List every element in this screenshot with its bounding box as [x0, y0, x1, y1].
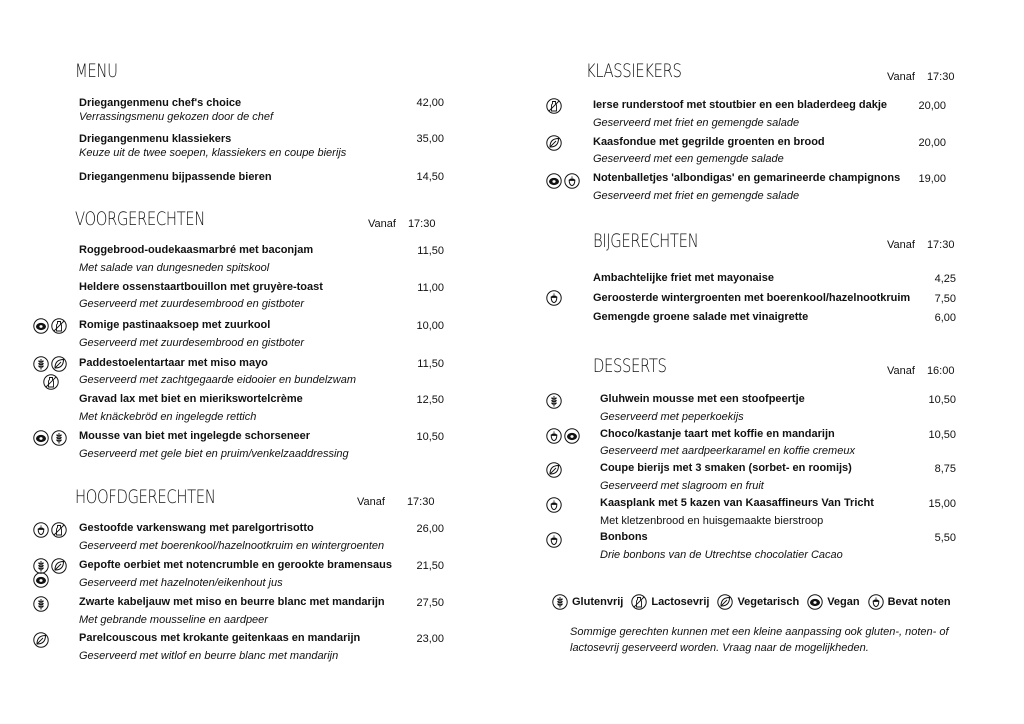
dish-price: 10,50: [928, 429, 956, 441]
dish-icons: [33, 356, 67, 372]
legend-item-vegan: [807, 594, 859, 610]
section-title-bijgerechten: BIJGERECHTEN: [593, 230, 699, 252]
wheat-icon: [33, 596, 49, 612]
dish-description: Drie bonbons van de Utrechtse chocolatier Cacao: [600, 549, 843, 561]
served-from: [368, 218, 435, 230]
acorn-icon: [546, 532, 562, 548]
avocado-icon: [33, 318, 49, 334]
acorn-icon: [546, 428, 562, 444]
dish-description: Geserveerd met slagroom en fruit: [600, 480, 764, 492]
dish-price: 14,50: [416, 171, 444, 183]
served-from-label: Vanaf: [357, 496, 385, 508]
leaf-icon: [546, 462, 562, 478]
dish-price: 20,00: [918, 137, 946, 149]
dish-price: 26,00: [416, 523, 444, 535]
wheat-icon: [33, 356, 49, 372]
dish-icons: [546, 497, 562, 513]
section-title-hoofdgerechten: HOOFDGERECHTEN: [75, 486, 216, 508]
leaf-icon: [51, 356, 67, 372]
dish-name: Gestoofde varkenswang met parelgortrisotto: [79, 522, 314, 534]
dish-name: Bonbons: [600, 531, 648, 543]
avocado-icon: [546, 173, 562, 189]
dish-name: Romige pastinaaksoep met zuurkool: [79, 319, 271, 331]
dish-price: 11,50: [417, 245, 444, 257]
served-from-label: Vanaf: [368, 218, 396, 230]
served-from: [887, 239, 954, 251]
dish-icons: [546, 290, 562, 306]
served-from-time: 17:30: [406, 496, 435, 508]
dish-price: 4,25: [934, 273, 956, 285]
legend-label: Lactosevrij: [651, 596, 710, 608]
served-from-time: 17:30: [926, 71, 955, 83]
dish-price: 19,00: [918, 173, 946, 185]
legend-item-vegetarisch: [717, 594, 799, 610]
dish-name: Geroosterde wintergroenten met boerenkool/hazelnootkruim: [593, 292, 911, 304]
milk-bottle-icon: [631, 594, 647, 610]
dish-name: Choco/kastanje taart met koffie en mandarijn: [600, 428, 835, 440]
dish-icons: [546, 135, 562, 151]
avocado-icon: [807, 594, 823, 610]
dish-description: Met kletzenbrood en huisgemaakte bierstroop: [600, 515, 824, 527]
acorn-icon: [546, 290, 562, 306]
milk-bottle-icon: [546, 98, 562, 114]
dish-name: Gluhwein mousse met een stoofpeertje: [600, 393, 805, 405]
dish-description: Geserveerd met friet en gemengde salade: [593, 190, 800, 202]
acorn-icon: [546, 497, 562, 513]
dish-icons: [33, 632, 49, 648]
dish-description: Geserveerd met boerenkool/hazelnootkruim en wintergroenten: [79, 540, 385, 552]
dish-icons: [43, 374, 59, 390]
dish-description: Geserveerd met hazelnoten/eikenhout jus: [79, 577, 283, 589]
dish-description: Verrassingsmenu gekozen door de chef: [79, 111, 274, 123]
dish-name: Gepofte oerbiet met notencrumble en gerookte bramensaus: [79, 559, 392, 571]
milk-bottle-icon: [51, 522, 67, 538]
dish-price: 7,50: [934, 293, 956, 305]
dish-price: 10,00: [416, 320, 444, 332]
dish-price: 23,00: [416, 633, 444, 645]
dish-icons: [546, 532, 562, 548]
legend-label: Vegan: [827, 596, 860, 608]
avocado-icon: [564, 428, 580, 444]
allergen-legend: [552, 594, 959, 610]
wheat-icon: [546, 393, 562, 409]
dish-name: Kaasplank met 5 kazen van Kaasaffineurs Van Tricht: [600, 497, 874, 509]
dish-icons: [546, 462, 562, 478]
served-from-label: Vanaf: [887, 71, 915, 83]
served-from: [887, 365, 954, 377]
dish-description: Keuze uit de twee soepen, klassiekers en coupe bierijs: [79, 147, 347, 159]
dish-name: Kaasfondue met gegrilde groenten en brood: [593, 136, 825, 148]
dish-name: Roggebrood-oudekaasmarbré met baconjam: [79, 244, 314, 256]
dish-price: 21,50: [416, 560, 444, 572]
dish-description: Geserveerd met witlof en beurre blanc met mandarijn: [79, 650, 339, 662]
dish-icons: [33, 430, 67, 446]
legend-label: Glutenvrij: [572, 596, 624, 608]
dish-description: Geserveerd met aardpeerkaramel en koffie cremeux: [600, 445, 855, 457]
dish-price: 11,00: [417, 282, 444, 294]
dish-name: Zwarte kabeljauw met miso en beurre blanc met mandarijn: [79, 596, 385, 608]
milk-bottle-icon: [43, 374, 59, 390]
dish-icons: [546, 98, 562, 114]
avocado-icon: [33, 430, 49, 446]
dish-price: 12,50: [416, 394, 444, 406]
dish-price: 27,50: [416, 597, 444, 609]
dish-icons: [33, 318, 67, 334]
served-from: [357, 496, 434, 508]
dish-description: Geserveerd met peperkoekijs: [600, 411, 744, 423]
dish-price: 10,50: [416, 431, 444, 443]
dish-price: 11,50: [417, 358, 444, 370]
avocado-icon: [33, 572, 49, 588]
section-title-menu: MENU: [75, 60, 118, 82]
dish-description: Met salade van dungesneden spitskool: [79, 262, 270, 274]
dish-description: Geserveerd met friet en gemengde salade: [593, 117, 800, 129]
dish-name: Notenballetjes 'albondigas' en gemarineerde champignons: [593, 172, 901, 184]
wheat-icon: [552, 594, 568, 610]
dish-icons: [546, 428, 580, 444]
served-from-label: Vanaf: [887, 365, 915, 377]
section-title-desserts: DESSERTS: [593, 355, 667, 377]
dish-description: Geserveerd met zachtgegaarde eidooier en bundelzwam: [79, 374, 356, 386]
dish-icons: [546, 173, 580, 189]
dish-description: Geserveerd met gele biet en pruim/venkelzaaddressing: [79, 448, 349, 460]
dish-icons: [546, 393, 562, 409]
dish-name: Mousse van biet met ingelegde schorseneer: [79, 430, 311, 442]
dish-name: Ierse runderstoof met stoutbier en een bladerdeeg dakje: [593, 99, 888, 111]
acorn-icon: [564, 173, 580, 189]
dish-name: Parelcouscous met krokante geitenkaas en mandarijn: [79, 632, 361, 644]
allergen-note: Sommige gerechten kunnen met een kleine aanpassing ook gluten-, noten- of lactosevrij geserveerd worden. Vraag naar de mogelijkheden.: [570, 626, 949, 654]
served-from-time: 17:30: [407, 218, 436, 230]
legend-item-lactosevrij: [631, 594, 709, 610]
dish-price: 42,00: [416, 97, 444, 109]
dish-icons: [33, 572, 49, 588]
leaf-icon: [51, 558, 67, 574]
served-from: [887, 71, 954, 83]
dish-price: 15,00: [928, 498, 956, 510]
dish-icons: [33, 522, 67, 538]
dish-price: 8,75: [934, 463, 956, 475]
leaf-icon: [546, 135, 562, 151]
acorn-icon: [33, 522, 49, 538]
dish-description: Geserveerd met zuurdesembrood en gistboter: [79, 337, 305, 349]
dish-name: Ambachtelijke friet met mayonaise: [593, 272, 774, 284]
legend-item-noten: [868, 594, 951, 610]
dish-description: Met knäckebröd en ingelegde rettich: [79, 411, 257, 423]
leaf-icon: [717, 594, 733, 610]
legend-label: Vegetarisch: [737, 596, 800, 608]
legend-label: Bevat noten: [887, 596, 951, 608]
section-title-klassiekers: KLASSIEKERS: [586, 60, 682, 82]
dish-price: 5,50: [934, 532, 956, 544]
dish-price: 20,00: [918, 100, 946, 112]
served-from-label: Vanaf: [887, 239, 915, 251]
dish-description: Geserveerd met een gemengde salade: [593, 153, 784, 165]
wheat-icon: [51, 430, 67, 446]
milk-bottle-icon: [51, 318, 67, 334]
dish-name: Driegangenmenu bijpassende bieren: [79, 171, 272, 183]
dish-name: Gemengde groene salade met vinaigrette: [593, 311, 809, 323]
dish-name: Driegangenmenu klassiekers: [79, 133, 232, 145]
legend-item-glutenvrij: [552, 594, 623, 610]
dish-name: Driegangenmenu chef's choice: [79, 97, 242, 109]
served-from-time: 16:00: [926, 365, 955, 377]
dish-name: Gravad lax met biet en mierikswortelcrème: [79, 393, 303, 405]
leaf-icon: [33, 632, 49, 648]
dish-icons: [33, 596, 49, 612]
dish-name: Heldere ossenstaartbouillon met gruyère-toast: [79, 281, 323, 293]
section-title-voorgerechten: VOORGERECHTEN: [75, 208, 205, 230]
served-from-time: 17:30: [926, 239, 955, 251]
acorn-icon: [868, 594, 884, 610]
dish-price: 6,00: [934, 312, 956, 324]
dish-price: 35,00: [416, 133, 444, 145]
dish-description: Met gebrande mousseline en aardpeer: [79, 614, 268, 626]
dish-name: Paddestoelentartaar met miso mayo: [79, 357, 268, 369]
dish-name: Coupe bierijs met 3 smaken (sorbet- en roomijs): [600, 462, 852, 474]
dish-price: 10,50: [928, 394, 956, 406]
dish-description: Geserveerd met zuurdesembrood en gistboter: [79, 298, 305, 310]
